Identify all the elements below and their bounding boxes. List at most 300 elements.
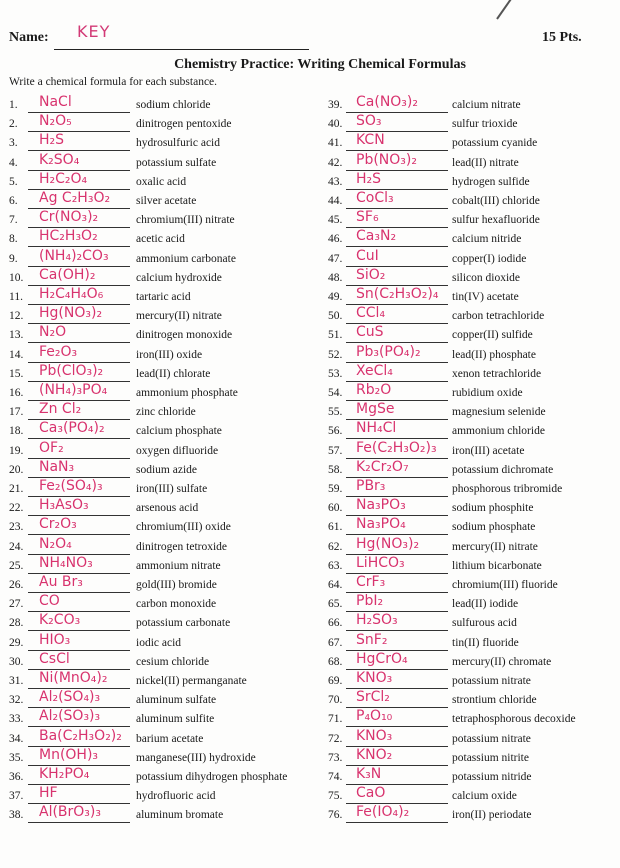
question-item [9,518,299,537]
substance-name: sodium phosphate [452,521,536,534]
substance-name: lead(II) phosphate [452,348,536,361]
handwritten-answer: Fe₂O₃ [39,343,78,360]
handwritten-answer: H₂C₂O₄ [39,170,88,187]
question-item [328,631,618,653]
substance-name: oxygen difluoride [136,444,219,457]
handwritten-answer: Pb(NO₃)₂ [356,151,417,168]
substance-name: silver acetate [136,195,197,207]
question-number: 71. [328,713,343,726]
handwritten-answer: K₃N [356,766,382,782]
question-item [328,650,618,672]
question-number: 56. [328,425,343,438]
question-number: 28. [9,617,24,630]
handwritten-answer: OF₂ [39,439,64,456]
handwritten-answer: CCl₄ [356,305,386,322]
substance-name: sulfur hexafluoride [452,214,540,227]
question-number: 9. [9,252,18,265]
handwritten-answer: (NH₄)₂CO₃ [39,247,109,264]
question-number: 70. [328,694,343,707]
substance-name: calcium hydroxide [136,271,222,284]
handwritten-answer: CuS [356,324,384,341]
substance-name: iron(III) sulfate [136,483,208,495]
question-item [9,230,299,249]
question-number: 67. [328,636,343,649]
question-number: 12. [9,310,24,323]
handwritten-answer: K₂SO₄ [39,151,80,168]
handwritten-answer: KH₂PO₄ [39,766,90,782]
handwritten-answer: H₃AsO₃ [39,497,89,514]
question-number: 57. [328,444,343,457]
question-number: 54. [328,387,343,399]
question-item [9,247,299,269]
handwritten-answer: HgCrO₄ [356,650,408,667]
substance-name: xenon tetrachloride [452,367,542,380]
question-item [328,458,618,480]
name-row [9,22,609,52]
substance-name: manganese(III) hydroxide [136,751,256,764]
substance-name: hydrofluoric acid [136,790,216,803]
question-number: 35. [9,751,24,764]
question-number: 68. [328,655,343,668]
handwritten-answer: Fe(IO₄)₂ [356,804,410,821]
handwritten-answer: CuI [356,247,379,264]
substance-name: hydrosulfuric acid [136,137,220,150]
handwritten-answer: N₂O₄ [39,535,72,552]
handwritten-answer: H₂S [356,170,382,187]
question-number: 21. [9,483,24,495]
question-item [9,691,299,710]
question-item [9,480,299,499]
question-item [328,422,618,441]
substance-name: iron(III) acetate [452,444,525,457]
question-number: 38. [9,809,24,822]
substance-name: iron(III) oxide [136,348,203,361]
substance-name: cobalt(III) chloride [452,195,540,207]
handwritten-answer: KCN [356,132,385,149]
question-number: 33. [9,713,24,726]
question-number: 39. [328,99,343,111]
question-number: 6. [9,195,18,207]
question-item [9,614,299,633]
question-item [9,499,299,518]
handwritten-answer: Ca(OH)₂ [39,266,96,283]
question-number: 20. [9,463,24,476]
question-number: 10. [9,271,24,284]
substance-name: tetraphosphorous decoxide [452,713,576,726]
substance-name: lithium bicarbonate [452,559,542,572]
question-number: 61. [328,521,343,534]
question-item [9,170,299,192]
substance-name: oxalic acid [136,175,187,188]
substance-name: mercury(II) nitrate [452,540,538,553]
question-number: 17. [9,406,24,419]
substance-name: zinc chloride [136,406,196,419]
handwritten-answer: PBr₃ [356,478,386,494]
substance-name: acetic acid [136,233,185,246]
handwritten-answer: Na₃PO₄ [356,516,406,533]
question-item [9,439,299,461]
handwritten-answer: CO [39,593,60,610]
substance-name: ammonium phosphate [136,387,238,399]
question-item [9,535,299,557]
question-number: 4. [9,156,18,169]
handwritten-answer: MgSe [356,401,395,418]
question-item [328,595,618,614]
substance-name: dinitrogen tetroxide [136,540,228,553]
question-item [328,115,618,134]
substance-name: ammonium carbonate [136,252,236,265]
substance-name: calcium nitrate [452,99,521,111]
question-number: 74. [328,771,343,783]
name-label: Name: [9,30,49,45]
name-value: KEY [77,22,111,41]
question-item [328,288,618,307]
instructions: Write a chemical formula for each substance. [9,76,218,88]
handwritten-answer: N₂O [39,324,67,341]
question-item [328,439,618,461]
question-number: 32. [9,694,24,707]
substance-name: iodic acid [136,636,182,649]
question-item [328,787,618,806]
question-number: 30. [9,655,24,668]
substance-name: arsenous acid [136,502,199,515]
substance-name: sodium chloride [136,99,211,111]
substance-name: aluminum sulfate [136,694,217,707]
question-number: 58. [328,463,343,476]
question-number: 66. [328,617,343,630]
substance-name: potassium nitride [452,771,532,783]
handwritten-answer: N₂O₅ [39,113,72,130]
question-number: 59. [328,483,343,495]
question-number: 62. [328,540,343,553]
handwritten-answer: SiO₂ [356,266,386,283]
question-item [328,746,618,768]
question-item [9,650,299,672]
question-number: 49. [328,291,343,303]
question-item [328,192,618,211]
question-item [328,362,618,384]
question-number: 13. [9,329,24,342]
question-number: 52. [328,348,343,361]
question-item [9,458,299,480]
question-number: 15. [9,367,24,380]
handwritten-answer: (NH₄)₃PO₄ [39,382,108,398]
question-item [9,672,299,691]
question-item [328,326,618,345]
substance-name: ammonium nitrate [136,559,221,572]
substance-name: ammonium chloride [452,425,545,438]
substance-name: copper(I) iodide [452,252,527,265]
substance-name: copper(II) sulfide [452,329,533,342]
handwritten-answer: K₂CO₃ [39,612,81,629]
substance-name: potassium dichromate [452,463,554,476]
substance-name: lead(II) iodide [452,598,519,611]
question-number: 63. [328,559,343,572]
substance-name: sulfur trioxide [452,118,518,131]
handwritten-answer: NaCl [39,94,72,110]
question-item [9,288,299,307]
substance-name: potassium nitrate [452,675,531,687]
question-number: 76. [328,809,343,822]
question-item [328,247,618,269]
question-number: 19. [9,444,24,457]
question-item [9,307,299,326]
substance-name: carbon monoxide [136,598,217,611]
handwritten-answer: Au Br₃ [39,574,83,590]
handwritten-answer: Ca₃(PO₄)₂ [39,420,105,437]
handwritten-answer: Ni(MnO₄)₂ [39,670,108,686]
question-item [9,768,299,787]
handwritten-answer: KNO₂ [356,746,393,763]
question-number: 50. [328,310,343,323]
question-item [328,535,618,557]
question-item [9,576,299,595]
question-item [9,727,299,749]
handwritten-answer: H₂C₄H₄O₆ [39,286,104,302]
question-number: 5. [9,175,18,188]
name-field[interactable] [54,49,309,50]
substance-name: barium acetate [136,732,204,745]
question-item [328,614,618,633]
handwritten-answer: Al₂(SO₃)₃ [39,708,101,725]
handwritten-answer: SnF₂ [356,631,388,648]
handwritten-answer: Al(BrO₃)₃ [39,804,101,821]
question-item [328,151,618,173]
substance-name: potassium dihydrogen phosphate [136,771,288,783]
substance-name: chromium(III) nitrate [136,214,235,227]
substance-name: silicon dioxide [452,271,521,284]
question-item [328,230,618,249]
handwritten-answer: KNO₃ [356,670,393,686]
question-item [328,96,618,115]
substance-name: potassium carbonate [136,617,231,630]
question-number: 75. [328,790,343,803]
substance-name: rubidium oxide [452,387,523,399]
substance-name: dinitrogen pentoxide [136,118,232,131]
substance-name: magnesium selenide [452,406,546,419]
question-number: 37. [9,790,24,803]
handwritten-answer: Cr₂O₃ [39,516,77,533]
handwritten-answer: H₂SO₃ [356,612,398,629]
question-number: 53. [328,367,343,380]
handwritten-answer: Ca(NO₃)₂ [356,94,418,110]
question-number: 42. [328,156,343,169]
substance-name: mercury(II) chromate [452,655,552,668]
substance-name: potassium cyanide [452,137,538,150]
question-number: 3. [9,137,18,150]
question-item [328,554,618,576]
question-item [328,499,618,518]
question-item [9,211,299,230]
question-item [9,343,299,365]
question-item [9,362,299,384]
handwritten-answer: NH₄NO₃ [39,554,93,571]
substance-name: tin(IV) acetate [452,291,519,303]
question-item [9,192,299,211]
handwritten-answer: Pb₃(PO₄)₂ [356,343,421,360]
question-number: 72. [328,732,343,745]
question-item [328,518,618,537]
question-number: 1. [9,99,18,111]
points-total: 15 Pts. [542,30,582,45]
substance-name: chromium(III) oxide [136,521,231,534]
handwritten-answer: SrCl₂ [356,689,390,706]
handwritten-answer: HF [39,785,58,802]
question-item [9,326,299,345]
substance-name: calcium nitride [452,233,522,246]
question-item [9,710,299,729]
handwritten-answer: XeCl₄ [356,362,393,379]
question-item [328,480,618,499]
substance-name: calcium phosphate [136,425,222,438]
question-item [9,595,299,614]
question-number: 60. [328,502,343,515]
question-number: 29. [9,636,24,649]
question-item [9,403,299,422]
question-number: 36. [9,771,24,783]
question-number: 31. [9,675,24,687]
question-number: 48. [328,271,343,284]
question-item [9,787,299,806]
question-number: 25. [9,559,24,572]
question-item [9,422,299,441]
handwritten-answer: Ca₃N₂ [356,228,397,245]
question-item [9,151,299,173]
question-item [9,266,299,288]
handwritten-answer: P₄O₁₀ [356,708,393,725]
question-number: 11. [9,291,23,303]
handwritten-answer: H₂S [39,132,65,149]
question-item [9,384,299,403]
substance-name: tin(II) fluoride [452,636,519,649]
question-number: 16. [9,387,24,399]
handwritten-answer: Zn Cl₂ [39,401,82,418]
question-number: 69. [328,675,343,687]
substance-name: gold(III) bromide [136,579,217,591]
handwritten-answer: NaN₃ [39,458,75,475]
question-item [9,554,299,576]
question-number: 18. [9,425,24,438]
question-item [328,343,618,365]
question-item [328,211,618,230]
handwritten-answer: Cr(NO₃)₂ [39,209,99,226]
substance-name: sodium phosphite [452,502,534,515]
handwritten-answer: CsCl [39,650,70,667]
substance-name: aluminum sulfite [136,713,215,726]
handwritten-answer: PbI₂ [356,593,384,610]
question-number: 41. [328,137,343,150]
page-title: Chemistry Practice: Writing Chemical Formulas [174,57,466,72]
substance-name: sulfurous acid [452,617,517,630]
question-number: 47. [328,252,343,265]
substance-name: phosphorous tribromide [452,483,563,495]
question-item [328,710,618,729]
substance-name: potassium nitrite [452,751,529,764]
question-number: 43. [328,175,343,188]
handwritten-answer: CoCl₃ [356,190,394,206]
substance-name: sodium azide [136,463,197,476]
question-item [328,170,618,192]
substance-name: hydrogen sulfide [452,175,530,188]
question-number: 44. [328,195,343,207]
question-number: 22. [9,502,24,515]
question-item [328,672,618,691]
handwritten-answer: Pb(ClO₃)₂ [39,362,104,379]
question-item [328,768,618,787]
question-item [328,384,618,403]
question-number: 23. [9,521,24,534]
handwritten-answer: LiHCO₃ [356,554,405,571]
question-item [328,266,618,288]
question-number: 27. [9,598,24,611]
question-item [328,403,618,422]
question-item [328,134,618,153]
substance-name: lead(II) nitrate [452,156,519,169]
question-number: 65. [328,598,343,611]
handwritten-answer: HC₂H₃O₂ [39,228,98,245]
question-item [9,746,299,768]
substance-name: strontium chloride [452,694,537,707]
handwritten-answer: HIO₃ [39,631,71,648]
question-item [9,631,299,653]
substance-name: carbon tetrachloride [452,310,545,323]
score-slash-mark [496,0,513,20]
question-item [328,576,618,595]
handwritten-answer: Hg(NO₃)₂ [356,535,420,552]
substance-name: nickel(II) permanganate [136,675,247,687]
question-item [328,307,618,326]
substance-name: chromium(III) fluoride [452,579,558,591]
question-number: 24. [9,540,24,553]
substance-name: iron(II) periodate [452,809,532,822]
handwritten-answer: Sn(C₂H₃O₂)₄ [356,286,439,302]
question-number: 51. [328,329,343,342]
handwritten-answer: Al₂(SO₄)₃ [39,689,101,706]
handwritten-answer: Rb₂O [356,382,392,398]
question-number: 55. [328,406,343,419]
substance-name: tartaric acid [136,291,191,303]
question-item [328,691,618,710]
question-number: 14. [9,348,24,361]
question-number: 8. [9,233,18,246]
handwritten-answer: Mn(OH)₃ [39,746,99,763]
question-number: 46. [328,233,343,246]
substance-name: potassium sulfate [136,156,217,169]
question-number: 64. [328,579,343,591]
handwritten-answer: CaO [356,785,386,802]
question-item [9,115,299,134]
handwritten-answer: Fe₂(SO₄)₃ [39,478,103,494]
substance-name: mercury(II) nitrate [136,310,222,323]
question-item [328,806,618,825]
question-item [328,727,618,749]
question-item [9,96,299,115]
handwritten-answer: K₂Cr₂O₇ [356,458,409,475]
substance-name: dinitrogen monoxide [136,329,233,342]
question-number: 40. [328,118,343,131]
substance-name: aluminum bromate [136,809,224,822]
substance-name: calcium oxide [452,790,517,803]
handwritten-answer: SO₃ [356,113,382,130]
handwritten-answer: KNO₃ [356,727,393,744]
question-item [9,806,299,825]
handwritten-answer: SF₆ [356,209,379,226]
substance-name: potassium nitrate [452,732,531,745]
handwritten-answer: Hg(NO₃)₂ [39,305,103,322]
substance-name: lead(II) chlorate [136,367,211,380]
question-number: 73. [328,751,343,764]
question-number: 26. [9,579,24,591]
